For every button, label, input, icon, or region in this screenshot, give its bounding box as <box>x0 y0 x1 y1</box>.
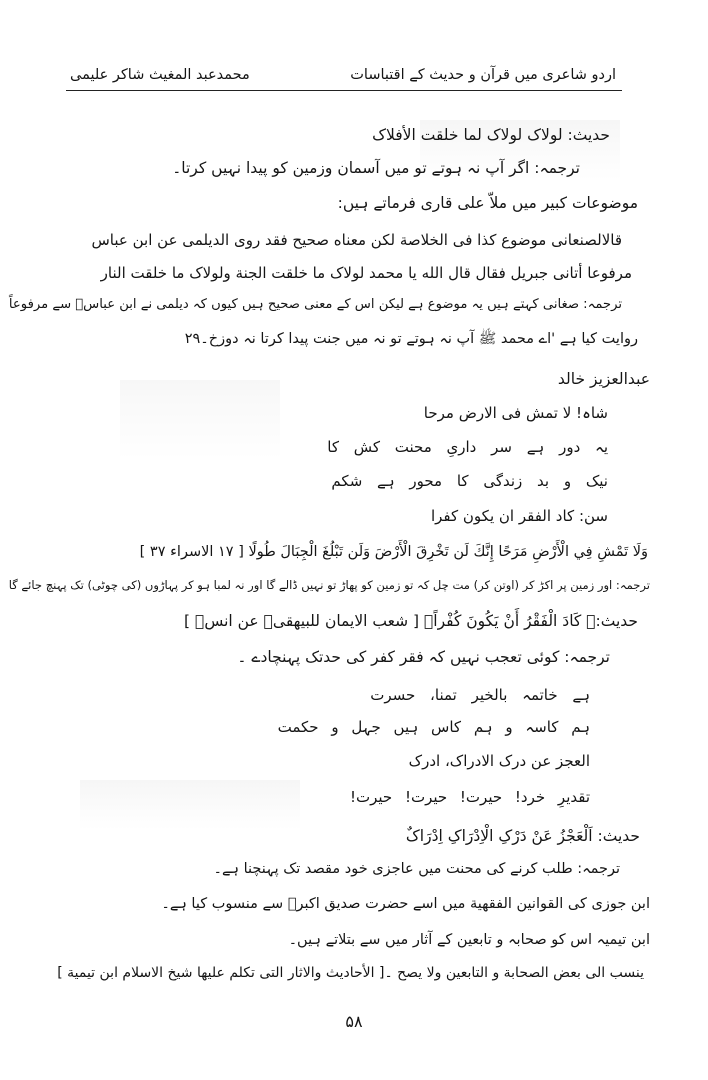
verse-line: شاہ! لا تمش فی الارض مرحا <box>423 404 608 422</box>
verse-line: ہے خاتمہ بالخیر تمنا، حسرت <box>370 686 590 704</box>
body-line: روایت کیا ہے 'اے محمد ﷺ آپ نہ ہوتے تو نہ میں جنت پیدا کرتا نہ دوزخ۔۲۹ <box>184 331 638 347</box>
verse-line: ہم کاسہ و ہم کاس ہیں جہل و حکمت <box>277 718 590 736</box>
verse-line: سن: کاد الفقر ان یکون کفرا <box>430 507 608 525</box>
translation-line: ترجمہ: صغانی کہتے ہیں یہ موضوع ہے لیکن اس کے معنی صحیح ہیں کیوں کہ دیلمی نے ابن عباسؓ سے مرفوعاً <box>8 297 622 312</box>
body-line: موضوعات کبیر میں ملاّ علی قاری فرماتے ہیں: <box>337 194 638 212</box>
translation-line: ترجمہ: اور زمین پر اکڑ کر (اوتن کر) مت چل کہ تو زمین کو پھاڑ تو نہیں ڈالے گا اور نہ لمبا ہو کر پہاڑوں (کی چوٹی) تک پہنچ جائے گا <box>8 578 650 592</box>
translation-line: ترجمہ: کوئی تعجب نہیں کہ فقر کفر کی حدتک پہنچادے ۔ <box>237 648 610 666</box>
verse-line: تقدیرِ خرد! حیرت! حیرت! حیرت! <box>349 788 590 806</box>
hadith-line: حدیث: اَلْعَجْزُ عَنْ دَرْکِ الْاِدْرَاکِ اِدْرَاکٌ <box>405 827 640 845</box>
bleed-through-shade <box>120 380 280 460</box>
arabic-line: مرفوعا أتانی جبریل فقال قال الله یا محمد لولاک ما خلقت الجنة ولولاک ما خلقت النار <box>100 264 632 282</box>
hadith-line: حدیث: لولاک لولاک لما خلقت الأفلاک <box>372 126 610 144</box>
page-number: ۵۸ <box>345 1012 363 1031</box>
bleed-through-shade <box>80 780 300 830</box>
arabic-line: ینسب الی بعض الصحابة و التابعین ولا یصح ۔[ الأحادیث والاثار التی تکلم علیها شیخ الاسلام ابن تیمیة ] <box>57 965 644 981</box>
running-header-title: اردو شاعری میں قرآن و حدیث کے اقتباسات <box>350 67 616 83</box>
running-header-author: محمدعبد المغیث شاکر علیمی <box>70 67 250 83</box>
verse-line: یہ دور ہے سر داریِ محنت کش کا <box>327 438 608 456</box>
body-line: ابن تیمیہ اس کو صحابہ و تابعین کے آثار میں سے بتلاتے ہیں۔ <box>288 932 650 948</box>
poet-name: عبدالعزیز خالد <box>557 370 650 388</box>
translation-line: ترجمہ: اگر آپ نہ ہوتے تو میں آسمان وزمین کو پیدا نہیں کرتا۔ <box>172 159 580 177</box>
translation-line: ترجمہ: طلب کرنے کی محنت میں عاجزی خود مقصد تک پہنچنا ہے۔ <box>213 861 620 877</box>
header-rule <box>66 90 622 91</box>
quran-verse: وَلَا تَمْشِ فِي الْأَرْضِ مَرَحًا إِنَّكَ لَن تَخْرِقَ الْأَرْضَ وَلَن تَبْلُغَ الْجِبَالَ طُولًا [ ١٧ الاسراء ٣٧ ] <box>139 544 648 560</box>
verse-line: نیک و بد زندگی کا محور ہے شکم <box>331 472 608 490</box>
verse-line: العجز عن درک الادراک، ادرک <box>408 752 590 770</box>
arabic-line: قالالصنعانی موضوع کذا فی الخلاصة لکن معناه صحیح فقد روی الدیلمی عن ابن عباس <box>91 231 622 249</box>
body-line: ابن جوزی کی القوانین الفقهیة میں اسے حضرت صدیق اکبرؓ سے منسوب کیا ہے۔ <box>161 896 650 912</box>
hadith-line: حدیث:۔ کَادَ الْفَقْرُ أَنْ یَکُونَ کُفْراً۔ [ شعب الایمان للبیهقی۔ عن انسؓ ] <box>184 612 638 630</box>
